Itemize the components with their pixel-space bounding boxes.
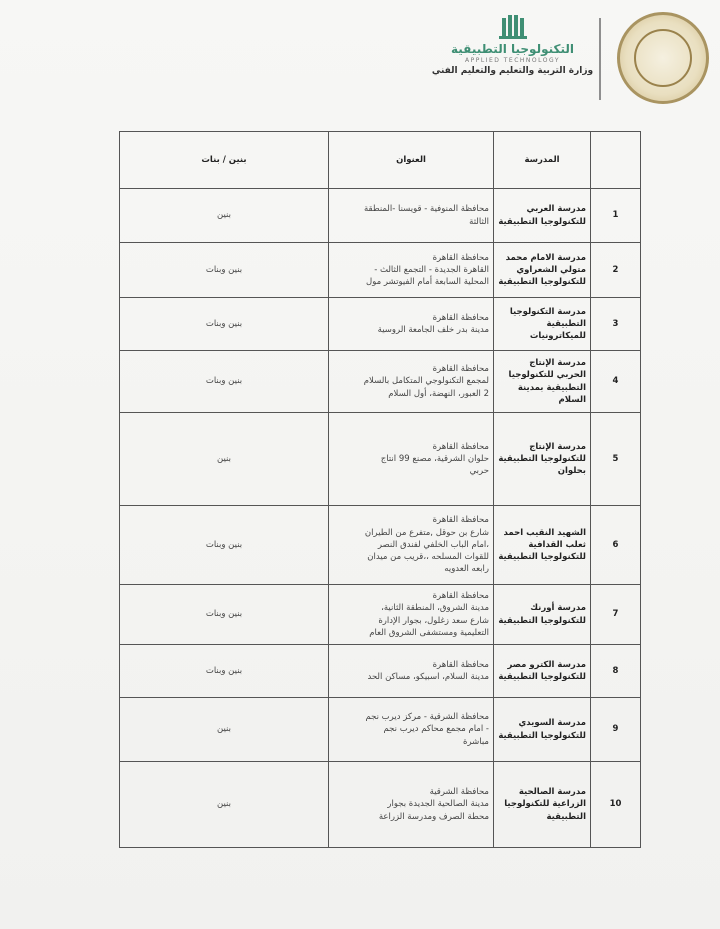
row-number: 2 xyxy=(591,243,641,298)
school-address xyxy=(329,189,494,243)
address-line: التعليمية ومستشفى الشروق العام xyxy=(369,627,489,638)
school-gender: بنين xyxy=(120,189,329,243)
row-number: 9 xyxy=(591,698,641,762)
school-name: مدرسة الكترو مصر للتكنولوجيا التطبيقية xyxy=(494,645,591,698)
row-number: 10 xyxy=(591,762,641,848)
school-gender: بنين وبنات xyxy=(120,506,329,585)
school-gender: بنين وبنات xyxy=(120,243,329,298)
row-number: 6 xyxy=(591,506,641,585)
table-row xyxy=(120,645,641,698)
school-gender: بنين وبنات xyxy=(120,298,329,351)
school-gender: بنين xyxy=(120,413,329,506)
ministry-name: وزارة التربية والتعليم والتعليم الفني xyxy=(431,66,594,76)
address-line: الثالثة xyxy=(469,216,489,227)
school-address xyxy=(329,645,494,698)
school-name: مدرسة السويدي للتكنولوجيا التطبيقية xyxy=(494,698,591,762)
school-name: مدرسة الامام محمد متولي الشعراوي للتكنولوجيا التطبيقية xyxy=(494,243,591,298)
school-address xyxy=(329,762,494,848)
school-address xyxy=(329,351,494,413)
table-row xyxy=(120,189,641,243)
ministry-seal-logo xyxy=(617,12,709,104)
address-line: مدينة السلام، اسبيكو، مساكن الحد xyxy=(367,672,489,682)
table-row xyxy=(120,698,641,762)
school-address xyxy=(329,243,494,298)
table-row xyxy=(120,298,641,351)
address-line: شارع بن حوقل ,متفرع من الطيران xyxy=(364,527,489,538)
header-logos xyxy=(430,8,715,108)
address-line: حلوان الشرقية، مصنع 99 انتاج xyxy=(380,453,489,464)
school-address xyxy=(329,698,494,762)
table-row xyxy=(120,243,641,298)
schools-table xyxy=(119,131,641,848)
brand-arabic-name: التكنولوجيا التطبيقية xyxy=(451,42,574,56)
address-line: حربي xyxy=(469,466,489,477)
table-row xyxy=(120,585,641,645)
school-gender: بنين xyxy=(120,698,329,762)
school-address xyxy=(329,413,494,506)
address-line: مباشرة xyxy=(463,736,489,747)
header-school: المدرسة xyxy=(494,132,591,189)
address-line: رابعه العدويه xyxy=(444,564,489,575)
address-line: محافظة القاهرة xyxy=(432,312,489,323)
address-line: محطة الصرف ومدرسة الزراعة xyxy=(378,811,489,822)
table-row xyxy=(120,351,641,413)
address-line: مدينة الشروق، المنطقة الثانية، xyxy=(381,603,489,614)
school-address xyxy=(329,506,494,585)
address-line: شارع سعد زغلول، بجوار الإدارة xyxy=(378,615,489,626)
applied-technology-logo xyxy=(430,14,595,76)
school-gender: بنين وبنات xyxy=(120,585,329,645)
address-line: محافظة الشرقية - مركز ديرب نجم xyxy=(365,712,489,723)
school-address xyxy=(329,298,494,351)
row-number: 4 xyxy=(591,351,641,413)
school-name: مدرسة الإنتاج للتكنولوجيا التطبيقية بحلوان xyxy=(494,413,591,506)
row-number: 3 xyxy=(591,298,641,351)
table-row xyxy=(120,413,641,506)
school-gender: بنين وبنات xyxy=(120,351,329,413)
address-line: ،امام الباب الخلفي لفندق النصر xyxy=(377,539,489,550)
address-line: مدينة بدر خلف الجامعة الروسية xyxy=(377,325,489,335)
brand-english-name: APPLIED TECHNOLOGY xyxy=(464,57,560,64)
address-line: محافظة القاهرة xyxy=(432,659,489,670)
address-line: - امام مجمع محاكم ديرب نجم xyxy=(383,724,489,735)
header-number xyxy=(591,132,641,189)
seal-eagle-emblem xyxy=(634,29,692,87)
address-line: محافظة القاهرة xyxy=(432,252,489,263)
address-line: 2 العبور، النهضة، أول السلام xyxy=(388,388,489,399)
school-gender: بنين وبنات xyxy=(120,645,329,698)
row-number: 7 xyxy=(591,585,641,645)
school-name: مدرسة العربي للتكنولوجيا التطبيقية xyxy=(494,189,591,243)
address-line: محافظة المنوفية - قويسنا -المنطقة xyxy=(364,204,489,215)
school-name: مدرسة الإنتاج الحربي للتكنولوجيا التطبيقية بمدينة السلام xyxy=(494,351,591,413)
building-icon xyxy=(496,14,530,40)
address-line: المحلية السابعة أمام الفيوتشر مول xyxy=(366,277,489,288)
row-number: 1 xyxy=(591,189,641,243)
address-line: القاهرة الجديدة - التجمع الثالث - xyxy=(374,264,489,275)
school-gender: بنين xyxy=(120,762,329,848)
school-name: مدرسة التكنولوجيا التطبيقية للميكاترونيات xyxy=(494,298,591,351)
address-line: مدينة الصالحية الجديدة بجوار xyxy=(387,799,489,810)
school-name: مدرسة الصالحية الزراعية للتكنولوجيا التطبيقية xyxy=(494,762,591,848)
school-address xyxy=(329,585,494,645)
address-line: محافظة القاهرة xyxy=(432,441,489,452)
address-line: محافظة القاهرة xyxy=(432,590,489,601)
header-address: العنوان xyxy=(329,132,494,189)
table-row xyxy=(120,506,641,585)
address-line: للقوات المسلحه ،،قريب من ميدان xyxy=(367,552,489,563)
address-line: محافظة القاهرة xyxy=(432,364,489,375)
school-name: الشهيد النقيب احمد ثعلب القدافية للتكنولوجيا التطبيقية xyxy=(494,506,591,585)
table-body xyxy=(120,189,641,848)
address-line: لمجمع التكنولوجي المتكامل بالسلام xyxy=(363,376,489,387)
table-header-row xyxy=(120,132,641,189)
address-line: محافظة القاهرة xyxy=(432,515,489,526)
logo-divider xyxy=(599,18,601,100)
address-line: محافظة الشرقية xyxy=(429,787,489,798)
row-number: 5 xyxy=(591,413,641,506)
school-name: مدرسة أورنك للتكنولوجيا التطبيقية xyxy=(494,585,591,645)
row-number: 8 xyxy=(591,645,641,698)
table-row xyxy=(120,762,641,848)
header-gender: بنين / بنات xyxy=(120,132,329,189)
